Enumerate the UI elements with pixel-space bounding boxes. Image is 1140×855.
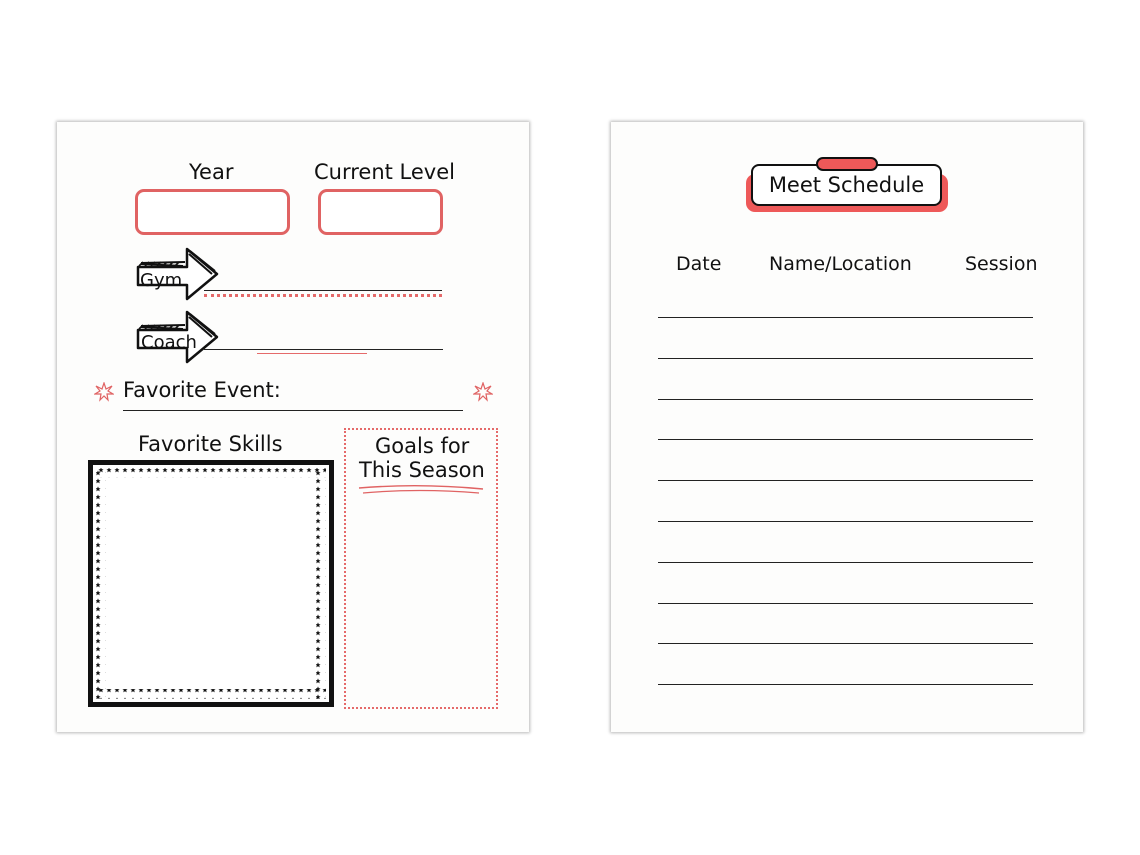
- starburst-icon: [473, 382, 493, 402]
- column-header-session: Session: [965, 253, 1038, 275]
- gym-label: Gym: [140, 270, 183, 291]
- goals-label-line2: This Season: [359, 458, 485, 482]
- schedule-row-line[interactable]: [658, 684, 1033, 685]
- schedule-row-line[interactable]: [658, 480, 1033, 481]
- current-level-field[interactable]: [318, 189, 443, 235]
- goals-underline: [357, 482, 487, 498]
- meet-schedule-page: [611, 122, 1083, 732]
- favorite-event-line[interactable]: [123, 410, 463, 411]
- schedule-row-line[interactable]: [658, 521, 1033, 522]
- schedule-row-line[interactable]: [658, 399, 1033, 400]
- schedule-row-line[interactable]: [658, 562, 1033, 563]
- coach-label: Coach: [141, 332, 197, 353]
- schedule-row-line[interactable]: [658, 317, 1033, 318]
- coach-line[interactable]: [204, 349, 443, 350]
- star-border-icon: [93, 465, 329, 702]
- title-clip: [816, 157, 878, 171]
- current-level-label: Current Level: [314, 160, 455, 184]
- favorite-skills-box[interactable]: [88, 460, 334, 707]
- gymnast-profile-page: [57, 122, 529, 732]
- gym-line[interactable]: [204, 290, 442, 291]
- favorite-skills-label: Favorite Skills: [138, 432, 283, 456]
- goals-label-line1: Goals for: [375, 434, 470, 458]
- coach-accent-line: [257, 353, 367, 354]
- favorite-event-label: Favorite Event:: [123, 378, 281, 402]
- meet-schedule-title: Meet Schedule: [751, 164, 942, 206]
- schedule-row-line[interactable]: [658, 603, 1033, 604]
- schedule-row-line[interactable]: [658, 358, 1033, 359]
- column-header-name-location: Name/Location: [769, 253, 912, 275]
- schedule-row-line[interactable]: [658, 643, 1033, 644]
- year-field[interactable]: [135, 189, 290, 235]
- gym-dotted-line: [204, 294, 442, 297]
- schedule-row-line[interactable]: [658, 439, 1033, 440]
- column-header-date: Date: [676, 253, 722, 275]
- year-label: Year: [189, 160, 234, 184]
- starburst-icon: [94, 382, 114, 402]
